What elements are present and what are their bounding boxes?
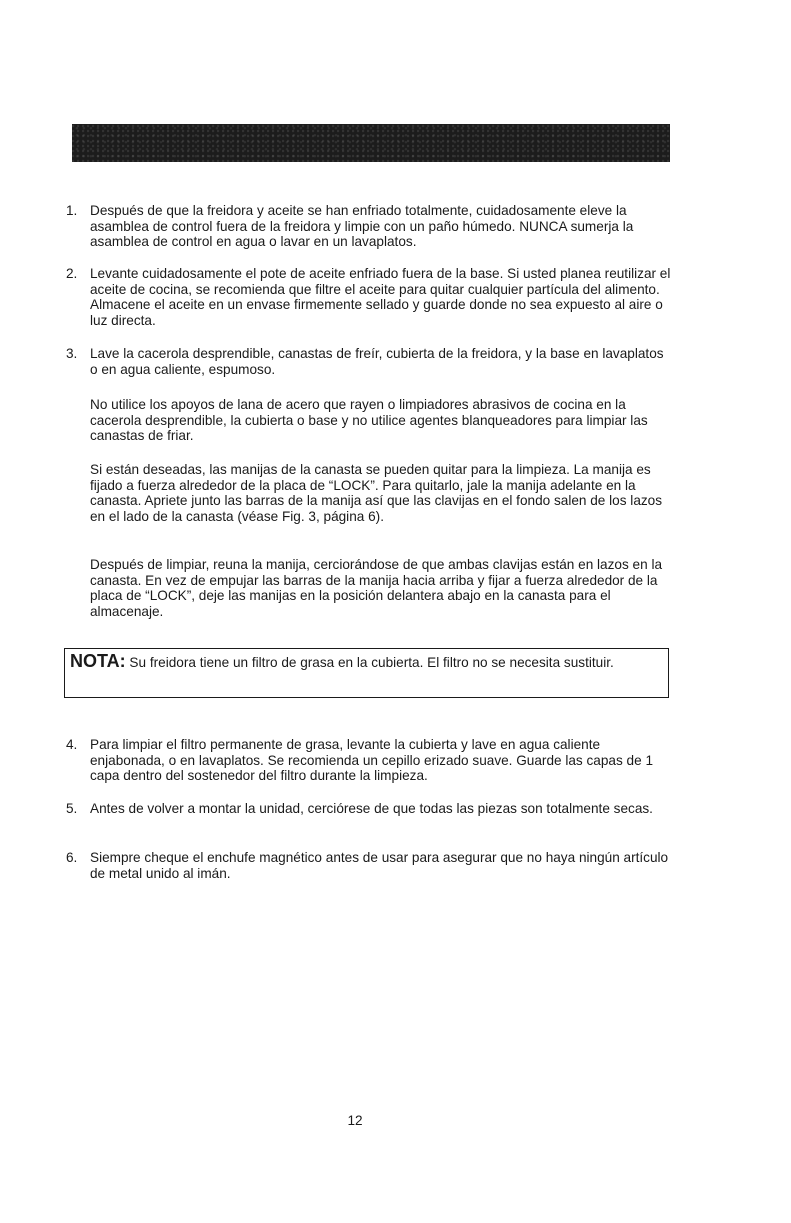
note-label: NOTA:	[70, 651, 126, 671]
paragraph-handle-reassembly: Después de limpiar, reuna la manija, cerciorándose de que ambas clavijas están en lazos en la canasta. En vez de empujar las barras de la manija hacia arriba y fijar a fuerza alrededor de la placa de “LOCK”, deje las manijas en la posición delantera abajo en la canasta para el almacenaje.	[90, 557, 663, 619]
list-item-text: Para limpiar el filtro permanente de grasa, levante la cubierta y lave en agua caliente enjabonada, o en lavaplatos. Se recomienda un cepillo erizado suave. Guarde las capas de 1 capa dentro del sostenedor del filtro durante la limpieza.	[90, 737, 654, 783]
list-item-4	[66, 737, 674, 784]
list-item-number: 4.	[66, 737, 78, 752]
list-item-text: Lave la cacerola desprendible, canastas de freír, cubierta de la freidora, y la base en lavaplatos o en agua caliente, espumoso.	[90, 346, 664, 377]
page-number: 12	[347, 1113, 363, 1128]
list-item-5	[66, 801, 674, 817]
list-item-text: Siempre cheque el enchufe magnético antes de usar para asegurar que no haya ningún artículo de metal unido al imán.	[90, 850, 669, 881]
list-item-number: 3.	[66, 346, 78, 361]
paragraph-abrasives-warning: No utilice los apoyos de lana de acero que rayen o limpiadores abrasivos de cocina en la cacerola desprendible, la cubierta o base y no utilice agentes blanqueadores para limpiar las canastas de friar.	[90, 397, 648, 443]
list-item-number: 2.	[66, 266, 78, 281]
list-item-3	[66, 346, 674, 377]
list-item-number: 5.	[66, 801, 78, 816]
note-text: Su freidora tiene un filtro de grasa en la cubierta. El filtro no se necesita sustituir.	[125, 655, 614, 670]
list-item-number: 1.	[66, 203, 78, 218]
list-item-1	[66, 203, 674, 250]
list-item-6	[66, 850, 674, 881]
list-item-number: 6.	[66, 850, 78, 865]
note-box	[64, 648, 669, 698]
list-item-text: Después de que la freidora y aceite se han enfriado totalmente, cuidadosamente eleve la asamblea de control fuera de la freidora y limpie con un paño húmedo. NUNCA sumerja la asamblea de control en agua o lavar en un lavaplatos.	[90, 203, 634, 249]
paragraph-handle-removal: Si están deseadas, las manijas de la canasta se pueden quitar para la limpieza. La manija es fijado a fuerza alrededor de la placa de “LOCK”. Para quitarlo, jale la manija adelante en la canasta. Apriete junto las barras de la manija así que las clavijas en el fondo salen de los lazos en el lado de la canasta (véase Fig. 3, página 6).	[90, 462, 663, 524]
list-item-2	[66, 266, 674, 328]
list-item-text: Levante cuidadosamente el pote de aceite enfriado fuera de la base. Si usted planea reutilizar el aceite de cocina, se recomienda que filtre el aceite para quitar cualquier partícula del alimento. Almacene el aceite en un envase firmemente sellado y guarde donde no sea expuesto al aire o luz directa.	[90, 266, 671, 328]
section-header-bar	[72, 124, 670, 162]
list-item-text: Antes de volver a montar la unidad, cerciórese de que todas las piezas son totalmente secas.	[90, 801, 653, 816]
